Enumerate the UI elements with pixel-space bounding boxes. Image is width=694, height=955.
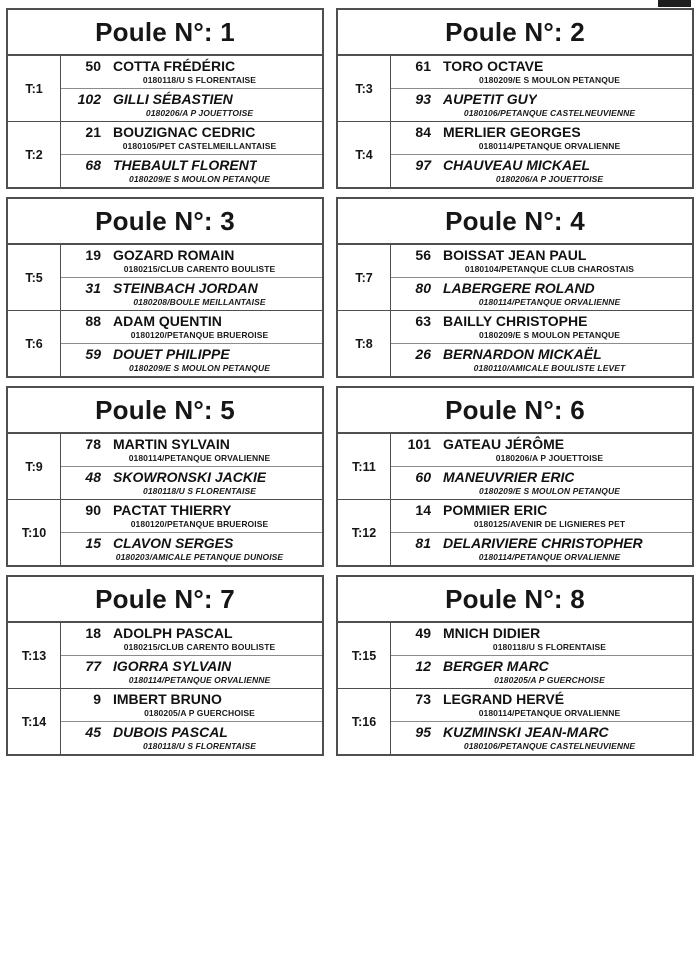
player-number: 31 <box>85 280 101 296</box>
table-row <box>8 689 322 755</box>
player-line <box>61 625 322 641</box>
player-name: AUPETIT GUY <box>443 91 538 107</box>
player-club: 0180208/BOULE MEILLANTAISE <box>133 297 266 307</box>
player-name: COTTA FRÉDÉRIC <box>113 58 236 74</box>
player-club: 0180205/A P GUERCHOISE <box>144 708 255 718</box>
terrain-cell: T:2 <box>8 122 61 188</box>
poule-title-text: Poule N°: 5 <box>95 394 235 425</box>
player-entry <box>61 689 322 722</box>
player-entry <box>391 89 692 121</box>
player-name: PACTAT THIERRY <box>113 502 232 518</box>
player-line <box>391 436 692 452</box>
terrain-cell: T:12 <box>338 500 391 566</box>
player-club: 0180105/PET CASTELMEILLANTAISE <box>122 141 277 151</box>
table-row <box>338 434 692 500</box>
poule-block <box>336 8 694 189</box>
player-entry <box>61 89 322 121</box>
player-club: 0180215/CLUB CARENTO BOULISTE <box>123 264 276 274</box>
player-number: 14 <box>415 502 431 518</box>
player-entry <box>391 56 692 89</box>
player-entry <box>61 722 322 754</box>
player-club: 0180106/PETANQUE CASTELNEUVIENNE <box>463 741 636 751</box>
terrain-cell: T:8 <box>338 311 391 377</box>
player-name: IMBERT BRUNO <box>113 691 222 707</box>
player-name: DELARIVIERE CHRISTOPHER <box>443 535 643 551</box>
player-name: IGORRA SYLVAIN <box>113 658 232 674</box>
player-club: 0180110/AMICALE BOULISTE LEVET <box>473 363 626 373</box>
terrain-cell: T:13 <box>8 623 61 689</box>
player-entry <box>391 689 692 722</box>
players-cell <box>61 122 323 188</box>
matches-table <box>8 434 322 565</box>
player-club: 0180114/PETANQUE ORVALIENNE <box>478 297 621 307</box>
players-cell <box>391 122 693 188</box>
player-number: 68 <box>85 157 101 173</box>
player-name: POMMIER ERIC <box>443 502 548 518</box>
player-number: 61 <box>415 58 431 74</box>
terrain-cell: T:14 <box>8 689 61 755</box>
player-line <box>391 658 692 674</box>
player-number: 97 <box>415 157 431 173</box>
matches-table <box>338 434 692 565</box>
player-number: 19 <box>85 247 101 263</box>
poule-title-text: Poule N°: 1 <box>95 16 235 47</box>
table-row <box>8 245 322 311</box>
player-name: DOUET PHILIPPE <box>113 346 230 362</box>
player-entry <box>391 311 692 344</box>
player-line <box>61 58 322 74</box>
player-entry <box>391 122 692 155</box>
player-entry <box>391 434 692 467</box>
player-name: THEBAULT FLORENT <box>113 157 258 173</box>
players-cell <box>61 245 323 311</box>
matches-table <box>8 623 322 754</box>
player-line <box>61 157 322 173</box>
player-number: 21 <box>85 124 101 140</box>
player-club: 0180114/PETANQUE ORVALIENNE <box>478 708 621 718</box>
player-entry <box>61 155 322 187</box>
table-row <box>8 122 322 188</box>
player-number: 101 <box>407 436 431 452</box>
player-club: 0180203/AMICALE PETANQUE DUNOISE <box>115 552 284 562</box>
player-entry <box>61 467 322 499</box>
player-line <box>391 280 692 296</box>
table-row <box>338 689 692 755</box>
player-number: 45 <box>85 724 101 740</box>
player-line <box>391 91 692 107</box>
player-entry <box>391 533 692 565</box>
player-number: 9 <box>93 691 101 707</box>
players-cell <box>61 500 323 566</box>
players-cell <box>61 56 323 122</box>
table-row <box>338 500 692 566</box>
player-number: 77 <box>85 658 101 674</box>
player-line <box>61 280 322 296</box>
player-name: BOUZIGNAC CEDRIC <box>113 124 256 140</box>
player-line <box>61 91 322 107</box>
player-club: 0180209/E S MOULON PETANQUE <box>479 486 620 496</box>
player-name: ADAM QUENTIN <box>113 313 222 329</box>
player-line <box>61 346 322 362</box>
player-club: 0180209/E S MOULON PETANQUE <box>479 75 620 85</box>
player-name: MERLIER GEORGES <box>443 124 581 140</box>
player-entry <box>61 245 322 278</box>
player-line <box>391 469 692 485</box>
terrain-cell: T:7 <box>338 245 391 311</box>
poule-title-text: Poule N°: 7 <box>95 583 235 614</box>
table-row <box>8 623 322 689</box>
poule-title-text: Poule N°: 2 <box>445 16 585 47</box>
player-line <box>391 724 692 740</box>
player-entry <box>61 500 322 533</box>
player-name: BOISSAT JEAN PAUL <box>443 247 587 263</box>
poule-block <box>336 575 694 756</box>
player-line <box>61 124 322 140</box>
player-line <box>61 436 322 452</box>
player-name: KUZMINSKI JEAN-MARC <box>443 724 609 740</box>
table-row <box>338 56 692 122</box>
player-line <box>61 313 322 329</box>
player-name: STEINBACH JORDAN <box>113 280 258 296</box>
player-number: 93 <box>415 91 431 107</box>
player-number: 18 <box>85 625 101 641</box>
player-number: 90 <box>85 502 101 518</box>
player-number: 78 <box>85 436 101 452</box>
player-club: 0180206/A P JOUETTOISE <box>495 174 604 184</box>
player-number: 60 <box>415 469 431 485</box>
poule-block <box>6 575 324 756</box>
poule-title <box>8 388 322 434</box>
player-line <box>391 58 692 74</box>
player-line <box>391 157 692 173</box>
player-line <box>391 247 692 263</box>
player-line <box>391 346 692 362</box>
player-club: 0180104/PETANQUE CLUB CHAROSTAIS <box>464 264 635 274</box>
players-cell <box>61 434 323 500</box>
player-entry <box>391 722 692 754</box>
players-cell <box>391 245 693 311</box>
player-name: GOZARD ROMAIN <box>113 247 235 263</box>
players-cell <box>391 689 693 755</box>
table-row <box>338 311 692 377</box>
player-number: 73 <box>415 691 431 707</box>
player-line <box>391 691 692 707</box>
player-entry <box>61 434 322 467</box>
poule-title-text: Poule N°: 4 <box>445 205 585 236</box>
player-name: ADOLPH PASCAL <box>113 625 233 641</box>
player-club: 0180114/PETANQUE ORVALIENNE <box>128 453 271 463</box>
player-entry <box>391 245 692 278</box>
poule-block <box>6 386 324 567</box>
player-name: DUBOIS PASCAL <box>113 724 228 740</box>
player-entry <box>391 656 692 688</box>
player-number: 88 <box>85 313 101 329</box>
player-line <box>61 724 322 740</box>
player-club: 0180118/U S FLORENTAISE <box>143 741 256 751</box>
player-entry <box>391 278 692 310</box>
player-club: 0180118/U S FLORENTAISE <box>492 642 607 652</box>
player-number: 84 <box>415 124 431 140</box>
player-line <box>391 625 692 641</box>
player-club: 0180114/PETANQUE ORVALIENNE <box>478 552 621 562</box>
player-number: 102 <box>77 91 101 107</box>
player-club: 0180114/PETANQUE ORVALIENNE <box>128 675 271 685</box>
terrain-cell: T:3 <box>338 56 391 122</box>
player-entry <box>61 533 322 565</box>
player-name: TORO OCTAVE <box>443 58 544 74</box>
player-entry <box>391 500 692 533</box>
player-number: 49 <box>415 625 431 641</box>
player-name: MNICH DIDIER <box>443 625 541 641</box>
player-club: 0180106/PETANQUE CASTELNEUVIENNE <box>463 108 636 118</box>
player-line <box>61 535 322 551</box>
player-club: 0180209/E S MOULON PETANQUE <box>129 363 270 373</box>
player-name: SKOWRONSKI JACKIE <box>113 469 267 485</box>
player-name: GATEAU JÉRÔME <box>443 436 565 452</box>
terrain-cell: T:5 <box>8 245 61 311</box>
player-name: BAILLY CHRISTOPHE <box>443 313 588 329</box>
player-entry <box>391 155 692 187</box>
player-entry <box>61 623 322 656</box>
player-entry <box>61 311 322 344</box>
players-cell <box>61 623 323 689</box>
player-line <box>391 124 692 140</box>
table-row <box>338 122 692 188</box>
player-entry <box>61 56 322 89</box>
player-entry <box>61 278 322 310</box>
player-entry <box>61 122 322 155</box>
player-club: 0180209/E S MOULON PETANQUE <box>129 174 270 184</box>
player-club: 0180205/A P GUERCHOISE <box>494 675 605 685</box>
player-line <box>61 691 322 707</box>
player-name: BERGER MARC <box>443 658 549 674</box>
poule-title <box>8 199 322 245</box>
player-club: 0180114/PETANQUE ORVALIENNE <box>478 141 621 151</box>
table-row <box>338 245 692 311</box>
terrain-cell: T:4 <box>338 122 391 188</box>
matches-table <box>8 56 322 187</box>
player-name: MARTIN SYLVAIN <box>113 436 230 452</box>
poule-title-text: Poule N°: 8 <box>445 583 585 614</box>
players-cell <box>391 311 693 377</box>
player-number: 80 <box>415 280 431 296</box>
terrain-cell: T:9 <box>8 434 61 500</box>
player-line <box>61 658 322 674</box>
poule-title-text: Poule N°: 6 <box>445 394 585 425</box>
poule-block <box>6 8 324 189</box>
players-cell <box>391 623 693 689</box>
player-name: MANEUVRIER ERIC <box>443 469 575 485</box>
player-club: 0180206/A P JOUETTOISE <box>145 108 254 118</box>
players-cell <box>391 434 693 500</box>
player-name: BERNARDON MICKAËL <box>443 346 602 362</box>
player-name: LABERGERE ROLAND <box>443 280 595 296</box>
player-name: CHAUVEAU MICKAEL <box>443 157 590 173</box>
matches-table <box>8 245 322 376</box>
player-club: 0180120/PETANQUE BRUEROISE <box>130 330 269 340</box>
table-row <box>8 311 322 377</box>
player-club: 0180125/AVENIR DE LIGNIERES PET <box>473 519 626 529</box>
player-entry <box>391 467 692 499</box>
player-club: 0180209/E S MOULON PETANQUE <box>479 330 620 340</box>
player-name: CLAVON SERGES <box>113 535 234 551</box>
table-row <box>8 500 322 566</box>
poule-title <box>338 10 692 56</box>
player-number: 59 <box>85 346 101 362</box>
player-club: 0180118/U S FLORENTAISE <box>143 486 256 496</box>
table-row <box>338 623 692 689</box>
poule-title <box>8 10 322 56</box>
players-cell <box>61 689 323 755</box>
player-number: 81 <box>415 535 431 551</box>
terrain-cell: T:10 <box>8 500 61 566</box>
player-entry <box>391 623 692 656</box>
terrain-cell: T:16 <box>338 689 391 755</box>
player-line <box>391 502 692 518</box>
player-club: 0180118/U S FLORENTAISE <box>142 75 257 85</box>
poule-block <box>336 197 694 378</box>
player-entry <box>61 656 322 688</box>
poules-grid <box>6 8 688 756</box>
player-line <box>61 247 322 263</box>
poule-title-text: Poule N°: 3 <box>95 205 235 236</box>
matches-table <box>338 245 692 376</box>
poule-title <box>8 577 322 623</box>
table-row <box>8 56 322 122</box>
player-number: 50 <box>85 58 101 74</box>
players-cell <box>391 500 693 566</box>
player-number: 15 <box>85 535 101 551</box>
terrain-cell: T:1 <box>8 56 61 122</box>
players-cell <box>391 56 693 122</box>
poule-title <box>338 388 692 434</box>
player-name: LEGRAND HERVÉ <box>443 691 565 707</box>
matches-table <box>338 56 692 187</box>
player-number: 48 <box>85 469 101 485</box>
player-number: 26 <box>415 346 431 362</box>
table-row <box>8 434 322 500</box>
terrain-cell: T:6 <box>8 311 61 377</box>
player-line <box>391 313 692 329</box>
player-number: 63 <box>415 313 431 329</box>
terrain-cell: T:15 <box>338 623 391 689</box>
player-entry <box>391 344 692 376</box>
player-club: 0180206/A P JOUETTOISE <box>495 453 604 463</box>
poule-block <box>336 386 694 567</box>
player-line <box>391 535 692 551</box>
player-number: 12 <box>415 658 431 674</box>
matches-table <box>338 623 692 754</box>
player-line <box>61 502 322 518</box>
player-club: 0180120/PETANQUE BRUEROISE <box>130 519 269 529</box>
terrain-cell: T:11 <box>338 434 391 500</box>
player-club: 0180215/CLUB CARENTO BOULISTE <box>123 642 276 652</box>
players-cell <box>61 311 323 377</box>
player-number: 56 <box>415 247 431 263</box>
poule-block <box>6 197 324 378</box>
poule-title <box>338 577 692 623</box>
player-number: 95 <box>415 724 431 740</box>
player-entry <box>61 344 322 376</box>
player-line <box>61 469 322 485</box>
poule-title <box>338 199 692 245</box>
player-name: GILLI SÉBASTIEN <box>113 91 233 107</box>
